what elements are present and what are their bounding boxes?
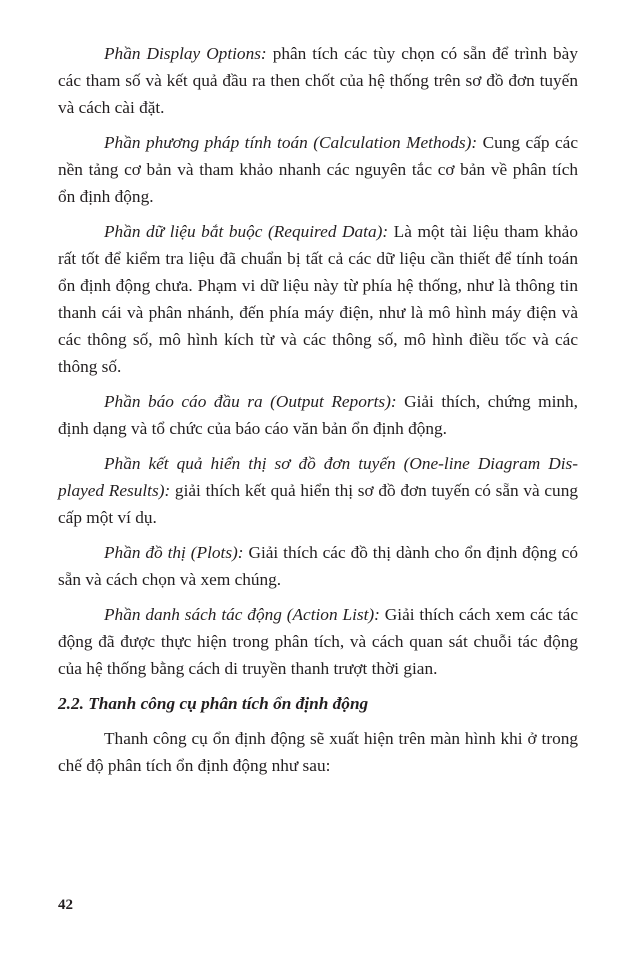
paragraph-calculation-methods [58,129,578,210]
paragraph-action-list [58,601,578,682]
paragraph-body: Là một tài liệu tham khảo rất tốt để kiểm tra liệu đã chuẩn bị tất cả các dữ liệu cần thiết để tính toán ổn định động chưa. Phạm vi dữ liệu này từ phía hệ thống, như là thông tin thanh cái và phân nhánh, đến phía máy điện, như là mô hình máy điện và các thông số, mô hình kích từ và các thông số, mô hình điều tốc và các thông số. [58,222,578,376]
paragraph-lead: Phần Display Options: [104,44,267,63]
paragraph-body: phân tích các tùy chọn có sẵn để trình bày các tham số và kết quả đầu ra then chốt của hệ thống trên sơ đồ đơn tuyến và cách cài đặt. [58,44,578,117]
paragraph-display-options [58,40,578,121]
paragraph-body: Cung cấp các nền tảng cơ bản và tham khảo nhanh các nguyên tắc cơ bản về phân tích ổn định động. [58,133,579,206]
intro-paragraph: Thanh công cụ ổn định động sẽ xuất hiện trên màn hình khi ở trong chế độ phân tích ổn định động như sau: [58,729,578,775]
paragraph-lead: Phần kết quả hiển thị sơ đồ đơn tuyến (One-line Diagram Dis-played Results): [58,454,578,500]
page-number: 42 [58,897,73,913]
paragraph-body: Giải thích, chứng minh, định dạng và tổ chức của báo cáo văn bản ổn định động. [58,392,578,438]
paragraph-plots [58,539,578,593]
paragraph-lead: Phần đồ thị (Plots): [104,543,244,562]
section-heading: 2.2. Thanh công cụ phân tích ổn định động [58,694,369,713]
paragraph-one-line-diagram [58,450,578,531]
paragraph-lead: Phần danh sách tác động (Action List): [104,605,380,624]
paragraph-output-reports [58,388,578,442]
paragraph-body: Giải thích cách xem các tác động đã được thực hiện trong phân tích, và cách quan sát chuỗi tác động của hệ thống bằng cách di truyền thanh trượt thời gian. [58,605,578,678]
paragraph-lead: Phần báo cáo đầu ra (Output Reports): [104,392,397,411]
paragraph-lead: Phần phương pháp tính toán (Calculation Methods): [104,133,478,152]
page-content [58,40,578,787]
paragraph-body: giải thích kết quả hiển thị sơ đồ đơn tuyến có sẵn và cung cấp một ví dụ. [58,481,578,527]
paragraph-required-data [58,218,578,380]
paragraph-body: Giải thích các đồ thị dành cho ổn định động có sẵn và cách chọn và xem chúng. [58,543,578,589]
paragraph-lead: Phần dữ liệu bắt buộc (Required Data): [104,222,389,241]
